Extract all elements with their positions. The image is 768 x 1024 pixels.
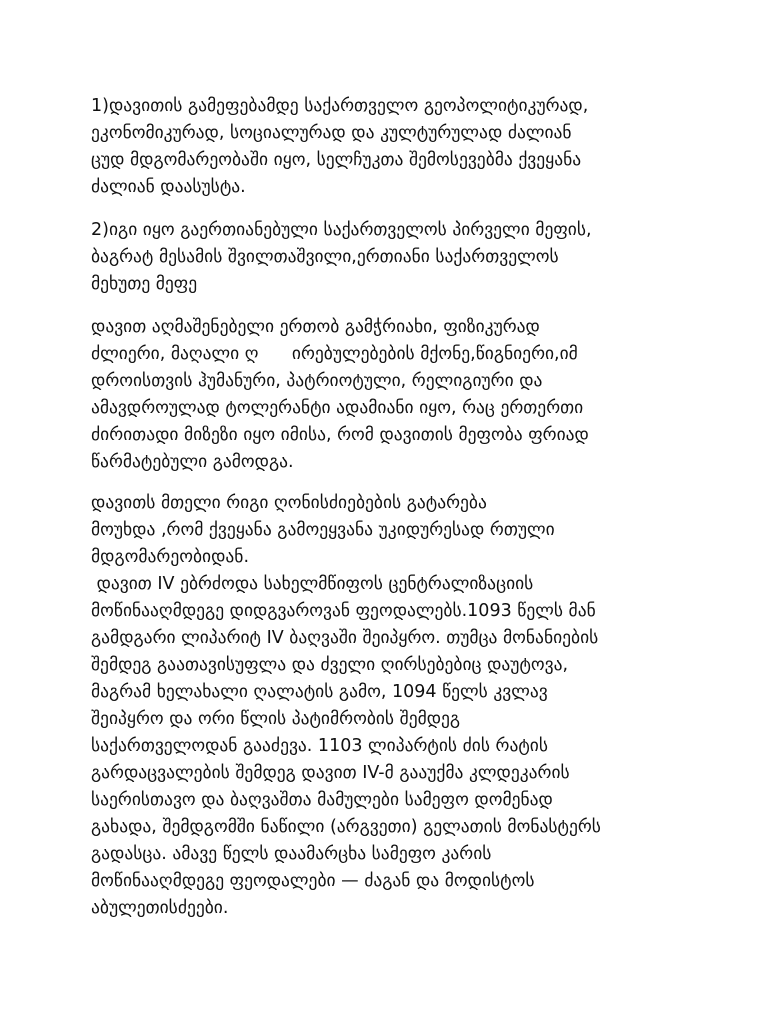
text-line: 2)იგი იყო გაერთიანებული საქართველოს პირველი მეფის,: [91, 220, 592, 240]
text-line: შემდეგ გაათავისუფლა და ძველი ღირსებებიც დაუტოვა,: [91, 655, 569, 675]
text-line: ძირითადი მიზეზი იყო იმისა, რომ დავითის მეფობა ფრიად: [91, 425, 589, 445]
text-line: საქართველოდან გააძევა. 1103 ლიპარტის ძის რატის: [91, 736, 549, 756]
text-line: მდგომარეობიდან.: [91, 547, 250, 567]
text-line: ბაგრატ მესამის შვილთაშვილი,ერთიანი საქართველოს: [91, 247, 559, 267]
paragraph-4: [91, 490, 731, 922]
text-line: გამდგარი ლიპარიტ IV ბაღვაში შეიპყრო. თუმცა მონანიების: [91, 628, 599, 648]
text-line: მოწინააღმდეგე დიდგვაროვან ფეოდალებს.1093 წელს მან: [91, 601, 596, 621]
text-line: დავით IV ებრძოდა სახელმწიფოს ცენტრალიზაციის: [91, 574, 534, 594]
paragraph-1: [91, 93, 731, 201]
text-line: წარმატებული გამოდგა.: [91, 452, 294, 472]
text-line: გახადა, შემდგომში ნაწილი (არგვეთი) გელათის მონასტერს: [91, 817, 601, 837]
text-line: დავითს მთელი რიგი ღონისძიებების გატარება: [91, 493, 487, 513]
text-line: ძლიერი, მაღალი ღ ირებულებების მქონე,წიგნიერი,იმ: [91, 344, 578, 364]
text-line: საერისთავო და ბაღვაშთა მამულები სამეფო დომენად: [91, 790, 553, 810]
text-line: ამავდროულად ტოლერანტი ადამიანი იყო, რაც ერთერთი: [91, 398, 584, 418]
text-line: მოწინააღმდეგე ფეოდალები — ძაგან და მოდისტოს: [91, 871, 535, 891]
text-line: გადასცა. ამავე წელს დაამარცხა სამეფო კარის: [91, 844, 492, 864]
text-line: შეიპყრო და ორი წლის პატიმრობის შემდეგ: [91, 709, 461, 729]
text-line: მეხუთე მეფე: [91, 274, 198, 294]
text-line: გარდაცვალების შემდეგ დავით IV-მ გააუქმა კლდეკარის: [91, 763, 570, 783]
text-line: მოუხდა ,რომ ქვეყანა გამოეყვანა უკიდურესად რთული: [91, 520, 555, 540]
text-line: დავით აღმაშენებელი ერთობ გამჭრიახი, ფიზიკურად: [91, 317, 540, 337]
text-line: დროისთვის ჰუმანური, პატრიოტული, რელიგიური და: [91, 371, 543, 391]
text-line: ძალიან დაასუსტა.: [91, 177, 246, 197]
text-line: აბულეთისძეები.: [91, 898, 229, 918]
paragraph-3: [91, 314, 731, 476]
text-line: ეკონომიკურად, სოციალურად და კულტურულად ძალიან: [91, 123, 572, 143]
paragraph-2: [91, 217, 731, 298]
text-line: ცუდ მდგომარეობაში იყო, სელჩუკთა შემოსევებმა ქვეყანა: [91, 150, 582, 170]
text-line: 1)დავითის გამეფებამდე საქართველო გეოპოლიტიკურად,: [91, 96, 589, 116]
text-line: მაგრამ ხელახალი ღალატის გამო, 1094 წელს კვლავ: [91, 682, 548, 702]
